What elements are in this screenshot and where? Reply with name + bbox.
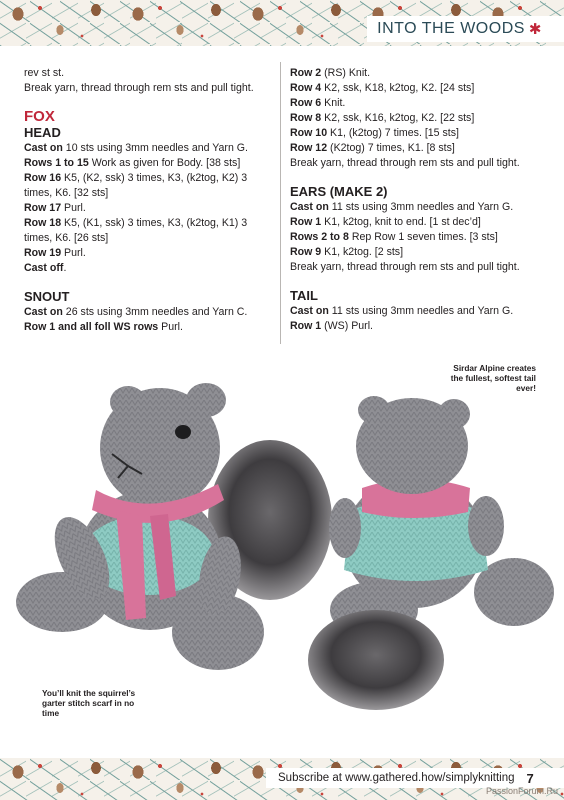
instruction-line: Break yarn, thread through rem sts and pull tight.	[290, 261, 520, 273]
head-heading: HEAD	[24, 125, 61, 140]
right-ear	[186, 383, 226, 417]
section-header	[367, 16, 564, 42]
instruction-row: Cast on 26 sts using 3mm needles and Yarn C.	[24, 306, 248, 318]
fluffy-tail	[308, 610, 444, 710]
instruction-row: Row 1 K1, k2tog, knit to end. [1 st dec’d]	[290, 216, 481, 228]
instruction-row: Row 2 (RS) Knit.	[290, 67, 371, 79]
ears-heading: EARS (MAKE 2)	[290, 184, 388, 199]
scarf-caption: You’ll knit the squirrel’s garter stitch scarf in no time	[42, 688, 136, 718]
instruction-row: Row 17 Purl.	[24, 202, 86, 214]
arm	[468, 496, 504, 556]
ear	[438, 399, 470, 429]
instruction-row: Rows 2 to 8 Rep Row 1 seven times. [3 sts]	[290, 231, 498, 243]
instruction-row: Cast on 11 sts using 3mm needles and Yarn G.	[290, 305, 514, 317]
tail-caption: Sirdar Alpine creates the fullest, softest tail ever!	[450, 363, 536, 393]
fox-heading: FOX	[24, 108, 55, 125]
instruction-row: Cast on 11 sts using 3mm needles and Yarn G.	[290, 201, 514, 213]
instruction-row: Row 12 (K2tog) 7 times, K1. [8 sts]	[290, 142, 455, 154]
instruction-row: Row 6 Knit.	[290, 97, 346, 109]
back-squirrel	[308, 396, 554, 710]
instruction-row: Rows 1 to 15 Work as given for Body. [38 sts]	[24, 157, 241, 169]
instruction-row: Row 4 K2, ssk, K18, k2tog, K2. [24 sts]	[290, 82, 475, 94]
instruction-line: Break yarn, thread through rem sts and pull tight.	[290, 157, 520, 169]
front-squirrel	[16, 383, 332, 670]
instruction-row: Row 8 K2, ssk, K16, k2tog, K2. [22 sts]	[290, 112, 475, 124]
column-divider	[280, 62, 281, 344]
instruction-row: Row 16 K5, (K2, ssk) 3 times, K3, (k2tog, K2) 3 times, K6. [32 sts]	[24, 172, 248, 199]
left-ear	[110, 386, 146, 418]
page-footer	[266, 768, 564, 788]
instruction-row: Row 18 K5, (K1, ssk) 3 times, K3, (k2tog, K1) 3 times, K6. [26 sts]	[24, 217, 248, 244]
instruction-row: Row 1 (WS) Purl.	[290, 320, 373, 332]
section-title: INTO THE WOODS	[377, 20, 525, 37]
intro-line: Break yarn, thread through rem sts and pull tight.	[24, 82, 254, 94]
instruction-row: Row 19 Purl.	[24, 247, 86, 259]
watermark: PassionForum.Ru	[485, 786, 558, 796]
page-number: 7	[526, 770, 534, 786]
pattern-column-left	[24, 66, 270, 335]
intro-line: rev st st.	[24, 67, 65, 79]
arm	[329, 498, 361, 558]
flower-icon: ✱	[528, 21, 542, 38]
pattern-column-right	[290, 66, 548, 334]
head-instructions	[24, 141, 270, 276]
instruction-row: Cast on 10 sts using 3mm needles and Yarn G.	[24, 142, 248, 154]
instruction-row: Row 9 K1, k2tog. [2 sts]	[290, 246, 404, 258]
instruction-row: Row 1 and all foll WS rows Purl.	[24, 321, 183, 333]
ear	[358, 396, 390, 424]
snout-heading: SNOUT	[24, 289, 70, 304]
instruction-row: Cast off.	[24, 262, 67, 274]
instruction-row: Row 10 K1, (k2tog) 7 times. [15 sts]	[290, 127, 459, 139]
eye	[175, 425, 191, 439]
subscribe-link[interactable]: Subscribe at www.gathered.how/simplyknitting	[278, 772, 515, 784]
tail-heading: TAIL	[290, 288, 318, 303]
